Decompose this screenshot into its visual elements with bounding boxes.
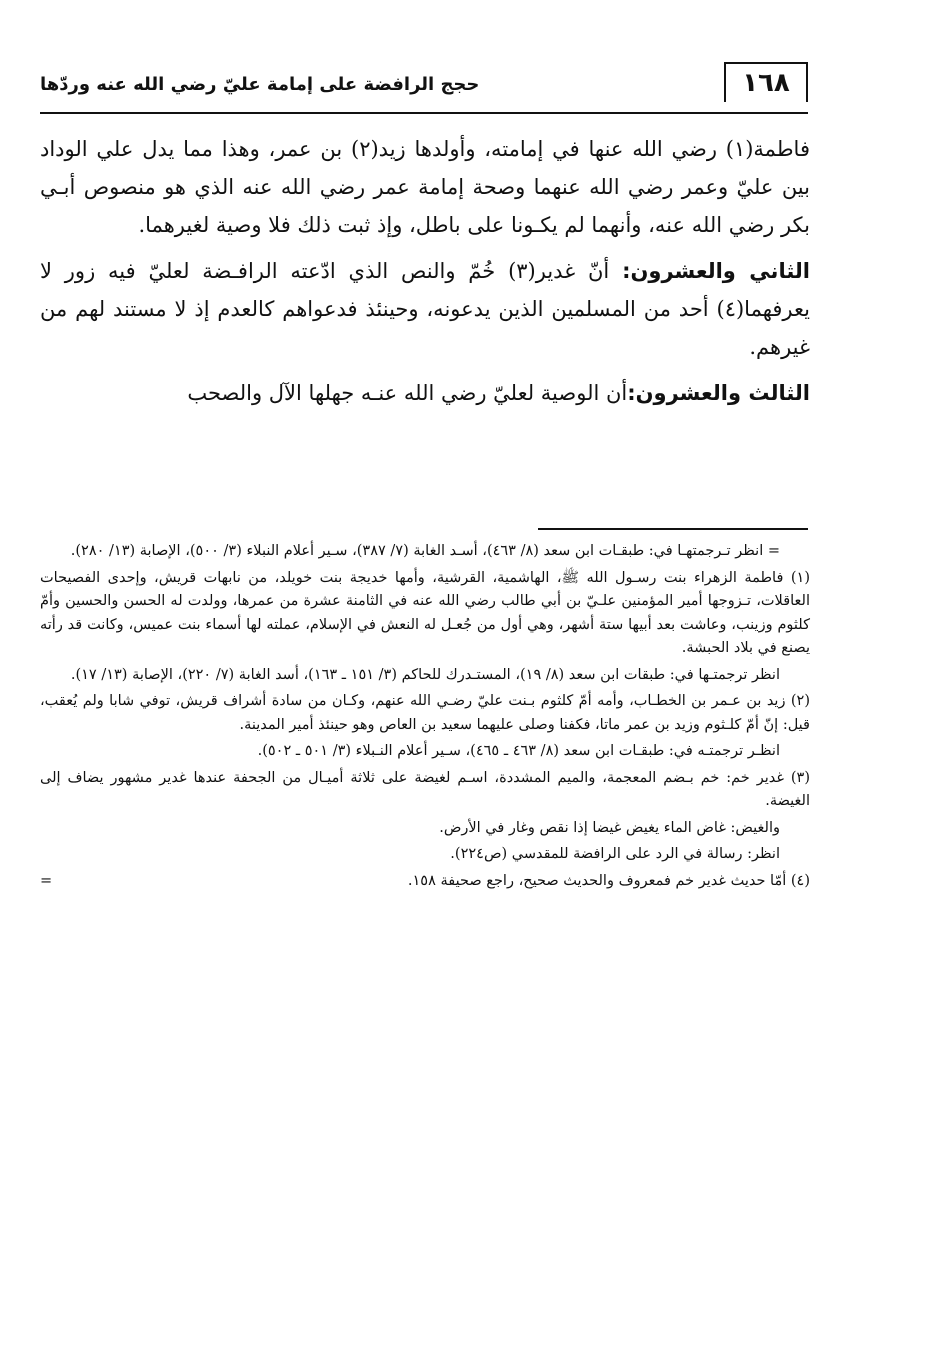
footnote-3-definition: والغيض: غاض الماء يغيض غيضا إذا نقص وغار في الأرض. [439,819,780,836]
footnote-3: (٣) غدير خم: خم بـضم المعجمة، والميم المشددة، اسـم لغيضة على ثلاثة أميـال من الجحفة عندها غدير مشهور يضاف إلى الغيضة. [40,769,810,809]
footnote-divider [538,528,808,530]
paragraph-2-text: أنّ غدير(٣) خُمّ والنص الذي ادّعته الرافـضة لعليّ فيه زور لا يعرفهما(٤) أحد من المسلمين الذين يدعونه، وحينئذ فدعواهم كالعدم إذ لا مستند لهم من غيرهم. [40,259,810,359]
footnote-continuation: = انظر تـرجمتهـا في: طبقـات ابن سعد (٨/ ٤٦٣)، أسـد الغابة (٧/ ٣٨٧)، سـير أعلام النبلاء (٣/ ٥٠٠)، الإصابة (١٣/ ٢٨٠). [70,543,780,559]
main-text [40,130,810,420]
footnote-4-continuation-mark: = [40,872,53,889]
paragraph-2 [40,252,810,366]
footnotes [40,540,810,896]
paragraph-2-heading: الثاني والعشرون: [622,259,810,283]
header-divider [40,112,808,114]
footnote-3-reference: انظر: رسالة في الرد على الرافضة للمقدسي (ص٢٢٤). [450,846,780,862]
footnote-1: (١) فاطمة الزهراء بنت رسـول الله ﷺ، الهاشمية، القرشية، وأمها خديجة بنت خويلد، من نابهات قريش، وإحدى الفصيحات العاقلات، تـزوجها أمير المؤمنين علـيّ بن أبي طالب رضي الله عنه في الثامنة عشرة من عمرها، وولدت له الحسن والحسين وأمّ كلثوم وزينب، وعاشت بعد أبيها ستة أشهر، وهي أول من جُعـل له النعش في الإسلام، عملته لها أسماء بنت عميس، وكانت قد رأته يصنع في بلاد الحبشة. [40,569,810,656]
running-title: حجج الرافضة على إمامة عليّ رضي الله عنه وردّها [40,74,480,95]
paragraph-3-heading: الثالث والعشرون: [627,381,810,405]
paragraph-1: فاطمة(١) رضي الله عنها في إمامته، وأولدها زيد(٢) بن عمر، وهذا مما يدل علي الوداد بين عليّ وعمر رضي الله عنهما وصحة إمامة عمر رضي الله عنه الذي هو منصوص أبـي بكر رضي الله عنه، وأنهما لم يكـونا على باطل، وإذ ثبت ذلك فلا وصية لغيرهما. [40,137,810,237]
footnote-2: (٢) زيد بن عـمر بن الخطـاب، وأمه أمّ كلثوم بـنت عليّ رضـي الله عنهم، وكـان من سادة أشراف قريش، توفي شابا ولم يُعقب، قيل: إنّ أمّ كلـثوم وزيد بن عمر ماتا، فكفنا وصلى عليهما سعيد بن العاص وهو حينئذ أمير المدينة. [40,693,810,733]
footnote-4 [40,870,810,894]
footnote-1-reference: انظر ترجمتـها في: طبقات ابن سعد (٨/ ١٩)، المستـدرك للحاكم (٣/ ١٥١ ـ ١٦٣)، أسد الغابة (٧/ ٢٢٠)، الإصابة (١٣/ ١٧). [70,666,780,683]
paragraph-3-text: أن الوصية لعليّ رضي الله عنـه جهلها الآل والصحب [187,381,628,405]
paragraph-3 [40,374,810,412]
footnote-2-reference: انظـر ترجمتـه في: طبقـات ابن سعد (٨/ ٤٦٣ ـ ٤٦٥)، سـير أعلام النـبلاء (٣/ ٥٠١ ـ ٥٠٢). [257,743,780,759]
footnote-4-text: (٤) أمّا حديث غدير خم فمعروف والحديث صحيح، راجع صحيفة ١٥٨. [407,872,810,889]
page-header [40,62,808,112]
page-number: ١٦٨ [724,62,808,102]
